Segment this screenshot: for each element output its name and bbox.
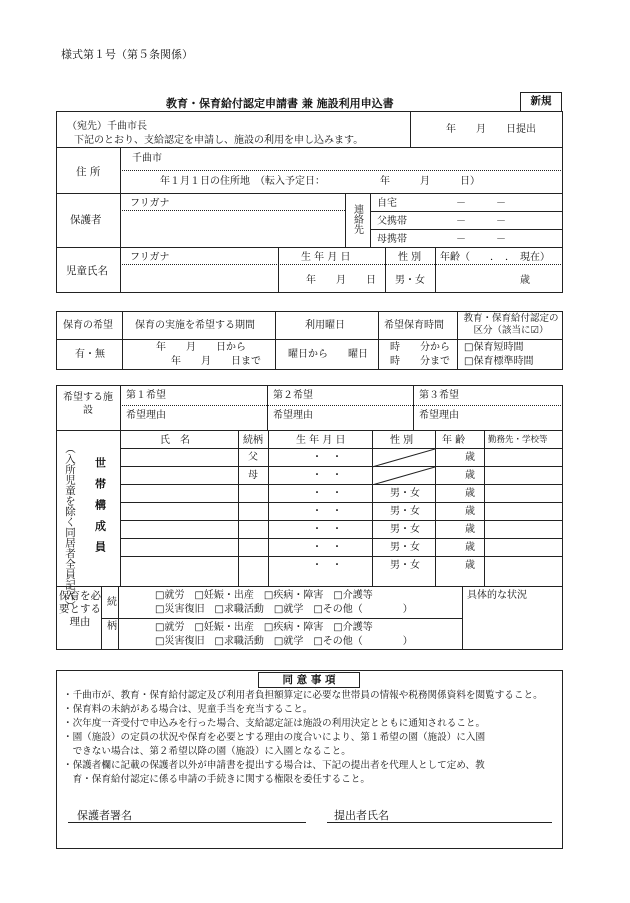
- household-dob[interactable]: ・ ・: [312, 524, 342, 535]
- household-side-note: （入所児童を除く同居者全員記入）: [64, 443, 77, 611]
- care-period-from[interactable]: 年 月 日から: [156, 342, 246, 353]
- household-sex[interactable]: 男・女: [390, 542, 420, 553]
- reason-2-line2[interactable]: □災害復旧 □求職活動 □就学 □その他（ ）: [155, 636, 413, 647]
- address-city: 千曲市: [132, 153, 162, 164]
- household-sex[interactable]: 男・女: [390, 506, 420, 517]
- child-dob-value[interactable]: 年 月 日: [306, 275, 376, 286]
- household-sex[interactable]: 男・女: [390, 560, 420, 571]
- consent-item: ・保護者欄に記載の保護者以外が申請書を提出する場合は、下記の提出者を代理人として定め、教: [63, 760, 485, 771]
- consent-item: 育・保育給付認定に係る申請の手続きに関する権限を委任すること。: [63, 774, 370, 785]
- reason-1-line2[interactable]: □災害復旧 □求職活動 □就学 □その他（ ）: [155, 604, 413, 615]
- facility-choice-1[interactable]: 第１希望: [126, 390, 166, 401]
- household-dob[interactable]: ・ ・: [312, 506, 342, 517]
- care-period-to[interactable]: 年 月 日まで: [171, 356, 261, 367]
- reason-detail-label: 具体的な状況: [467, 590, 527, 601]
- care-wish-value[interactable]: 有・無: [75, 349, 105, 360]
- facility-choice-2[interactable]: 第２希望: [273, 390, 313, 401]
- consent-title: 同 意 事 項: [282, 674, 336, 686]
- household-rel[interactable]: 父: [248, 452, 258, 463]
- household-age[interactable]: 歳: [465, 560, 475, 571]
- child-age-value[interactable]: 歳: [520, 275, 530, 286]
- care-header-category: 教育・保育給付認定の区分（該当に☑）: [463, 313, 559, 336]
- table-row-border: [120, 538, 563, 539]
- child-dob-label: 生 年 月 日: [301, 252, 351, 263]
- consent-item: できない場合は、第２希望以降の園（施設）に入園となること。: [63, 746, 351, 757]
- care-header-days: 利用曜日: [305, 320, 345, 331]
- care-days-value[interactable]: 曜日から 曜日: [288, 349, 368, 360]
- household-header-dob: 生 年 月 日: [296, 435, 346, 446]
- reason-label: 保育を必要とする理由: [59, 590, 101, 628]
- household-sex[interactable]: 男・女: [390, 524, 420, 535]
- household-age[interactable]: 歳: [465, 506, 475, 517]
- child-label: 児童氏名: [66, 265, 108, 277]
- table-row-border: [120, 448, 563, 449]
- guardian-contact-label: 連絡先: [351, 204, 363, 234]
- guardian-label: 保護者: [70, 214, 102, 226]
- table-row-border: [120, 520, 563, 521]
- contact-father: 父携帯: [377, 216, 407, 227]
- household-header-name: 氏 名: [160, 435, 190, 446]
- child-sex-value[interactable]: 男・女: [395, 275, 425, 286]
- reason-2-line1[interactable]: □就労 □妊娠・出産 □疾病・障害 □介護等: [155, 622, 373, 633]
- household-age[interactable]: 歳: [465, 470, 475, 481]
- household-dob[interactable]: ・ ・: [312, 542, 342, 553]
- sex-strike-lines: [372, 449, 435, 485]
- household-header-age: 年 齢: [442, 435, 466, 446]
- household-age[interactable]: 歳: [465, 488, 475, 499]
- consent-item: ・保育料の未納がある場合は、児童手当を充当すること。: [63, 704, 313, 715]
- consent-item: ・次年度一斉受付で申込みを行った場合、支給認定証は施設の利用決定とともに通知されること。: [63, 718, 486, 729]
- household-side-label: 世帯構成員: [93, 457, 107, 562]
- care-cat-standard-checkbox[interactable]: □保育標準時間: [464, 356, 534, 367]
- household-rel[interactable]: 母: [248, 470, 258, 481]
- consent-title-box: [258, 672, 360, 688]
- new-badge: [520, 92, 562, 112]
- form-title: 教育・保育給付認定申請書 兼 施設利用申込書: [166, 97, 394, 110]
- submitter-sign-label: 提出者氏名: [334, 809, 389, 822]
- submitter-sign-line[interactable]: [327, 822, 552, 823]
- care-time-to[interactable]: 時 分まで: [390, 356, 450, 367]
- address-jan1-line[interactable]: 年１月１日の住所地 （転入予定日： 年 月 日）: [160, 176, 480, 187]
- care-time-from[interactable]: 時 分から: [390, 342, 450, 353]
- guardian-sign-line[interactable]: [68, 822, 306, 823]
- contact-home: 自宅: [377, 198, 397, 209]
- table-row-border: [120, 556, 563, 557]
- contact-mother: 母携帯: [377, 234, 407, 245]
- household-header-rel: 続柄: [243, 435, 263, 446]
- reason-rel-label: 続柄: [104, 596, 116, 644]
- household-sex[interactable]: 男・女: [390, 488, 420, 499]
- contact-father-dash[interactable]: － －: [456, 216, 506, 227]
- table-row-border: [120, 466, 563, 467]
- child-furigana: フリガナ: [130, 252, 170, 263]
- reason-1-line1[interactable]: □就労 □妊娠・出産 □疾病・障害 □介護等: [155, 590, 373, 601]
- contact-mother-dash[interactable]: － －: [456, 234, 506, 245]
- household-header-sex: 性 別: [390, 435, 414, 446]
- contact-home-dash[interactable]: － －: [456, 198, 506, 209]
- addressee: （宛先）千曲市長: [67, 121, 147, 132]
- care-header-wish: 保育の希望: [63, 320, 113, 331]
- facility-reason-1[interactable]: 希望理由: [126, 410, 166, 421]
- guardian-sign-label: 保護者署名: [77, 809, 132, 822]
- household-dob[interactable]: ・ ・: [312, 452, 342, 463]
- intro-text: 下記のとおり、支給認定を申請し、施設の利用を申し込みます。: [74, 135, 364, 146]
- care-header-time: 希望保育時間: [384, 320, 444, 331]
- form-number: 様式第１号（第５条関係）: [61, 48, 193, 61]
- household-dob[interactable]: ・ ・: [312, 470, 342, 481]
- household-dob[interactable]: ・ ・: [312, 560, 342, 571]
- child-age-label: 年齢（ ． ． 現在）: [440, 252, 550, 263]
- guardian-furigana: フリガナ: [130, 198, 170, 209]
- household-dob[interactable]: ・ ・: [312, 488, 342, 499]
- facility-reason-2[interactable]: 希望理由: [273, 410, 313, 421]
- submit-date[interactable]: 年 月 日提出: [446, 124, 536, 135]
- consent-item: ・園（施設）の定員の状況や保育を必要とする理由の度合いにより、第１希望の園（施設）に入園: [63, 732, 486, 743]
- facility-label: 希望する施設: [63, 392, 113, 416]
- child-sex-label: 性 別: [398, 252, 422, 263]
- table-row-border: [120, 484, 563, 485]
- consent-item: ・千曲市が、教育・保育給付認定及び利用者負担額算定に必要な世帯員の情報や税務関係資料を閲覧すること。: [63, 690, 543, 701]
- household-age[interactable]: 歳: [465, 524, 475, 535]
- household-header-work: 勤務先・学校等: [488, 435, 548, 445]
- address-label: 住 所: [76, 166, 101, 178]
- new-badge-text: 新規: [530, 95, 552, 107]
- household-age[interactable]: 歳: [465, 452, 475, 463]
- care-header-period: 保育の実施を希望する期間: [135, 320, 255, 331]
- household-age[interactable]: 歳: [465, 542, 475, 553]
- care-cat-short-checkbox[interactable]: □保育短時間: [464, 342, 524, 353]
- table-row-border: [120, 502, 563, 503]
- facility-reason-3[interactable]: 希望理由: [419, 410, 459, 421]
- facility-choice-3[interactable]: 第３希望: [419, 390, 459, 401]
